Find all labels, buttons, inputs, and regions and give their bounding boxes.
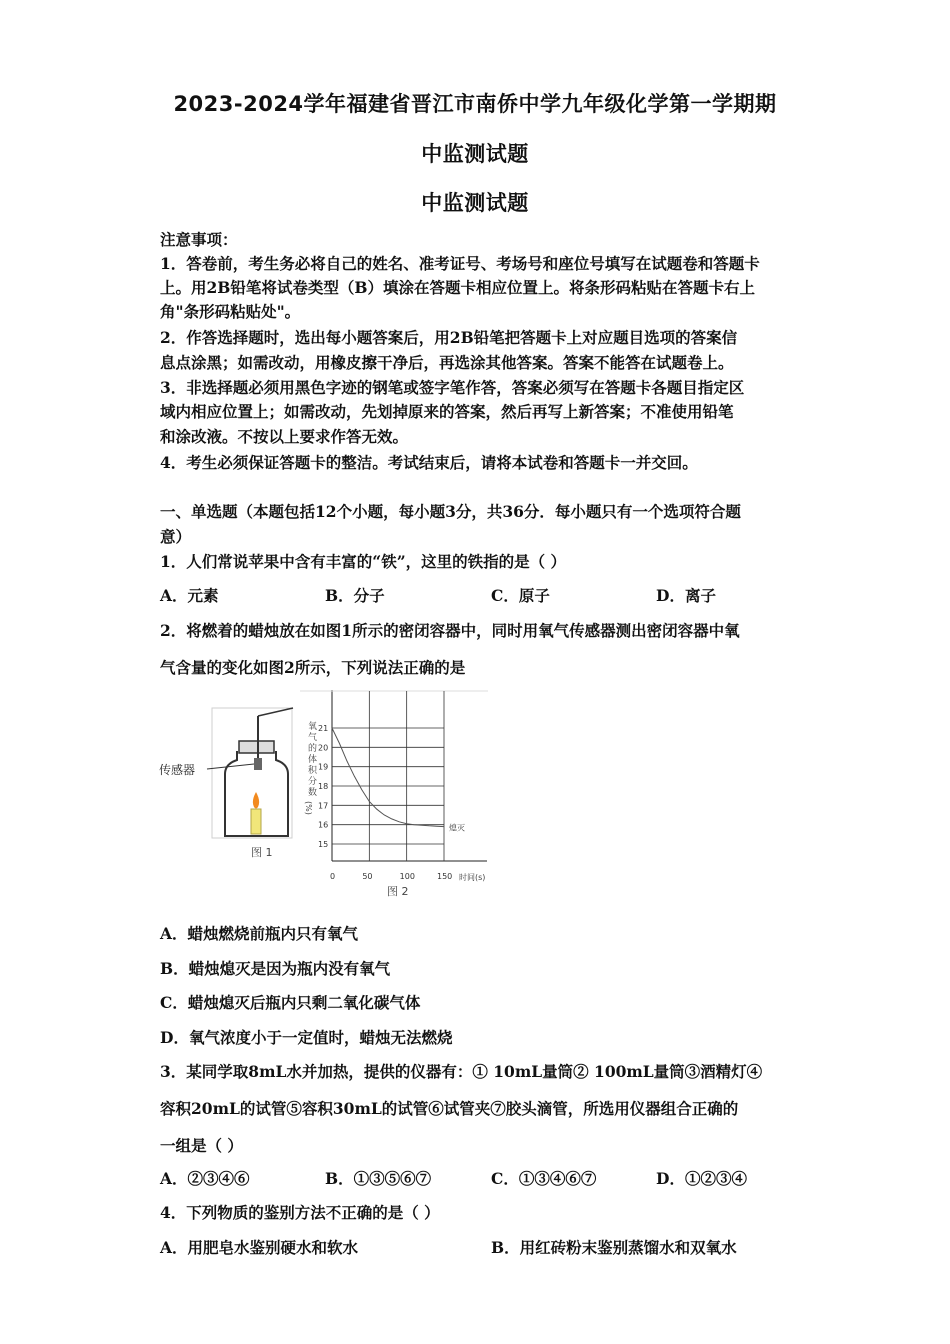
question-3-stem-cont: 容积20mL的试管⑤容积30mL的试管⑥试管夹⑦胶头滴管，所选用仪器组合正确的 [160, 1099, 739, 1118]
q1-option-b: B．分子 [325, 586, 385, 605]
y-tick-label: 21 [318, 724, 329, 733]
extinguished-annotation: 熄灭 [449, 823, 465, 833]
figure-group [155, 688, 495, 903]
y-tick-label: 19 [318, 762, 329, 772]
y-tick-label: 15 [318, 840, 329, 849]
y-axis-label-char: 气 [308, 733, 318, 743]
sensor-probe [254, 758, 262, 770]
x-tick-label: 0 [330, 872, 336, 881]
notice-line: 2．作答选择题时，选出每小题答案后，用2B铅笔把答题卡上对应题目选项的答案信 [160, 328, 738, 347]
sensor-label: 传感器 [159, 763, 196, 777]
notice-line: 角"条形码粘贴处"。 [160, 302, 301, 321]
notice-line: 和涂改液。不按以上要求作答无效。 [160, 427, 409, 446]
q3-option-c: C．①③④⑥⑦ [491, 1169, 597, 1188]
q3-option-d: D．①②③④ [656, 1169, 747, 1188]
y-tick-label: 16 [318, 820, 329, 830]
notice-line: 上。用2B铅笔将试卷类型（B）填涂在答题卡相应位置上。将条形码粘贴在答题卡右上 [160, 278, 755, 297]
y-axis-label-char: 氧 [308, 722, 318, 732]
exam-title-line-2: 中监测试题 [421, 142, 529, 166]
question-2-stem-cont: 气含量的变化如图2所示，下列说法正确的是 [160, 658, 466, 677]
question-1-stem: 1．人们常说苹果中含有丰富的“铁”，这里的铁指的是（ ） [160, 552, 567, 571]
y-tick-label: 18 [318, 782, 329, 791]
q1-option-d: D．离子 [656, 586, 716, 605]
x-tick-label: 50 [362, 872, 373, 881]
section-heading: 一、单选题（本题包括12个小题，每小题3分，共36分．每小题只有一个选项符合题 [160, 502, 741, 521]
jar-stopper [239, 741, 274, 753]
q2-option-d: D．氧气浓度小于一定值时，蜡烛无法燃烧 [160, 1028, 453, 1047]
question-3-stem: 3．某同学取8mL水并加热，提供的仪器有：① 10mL量筒② 100mL量筒③酒精灯④ [160, 1062, 763, 1081]
q1-option-c: C．原子 [491, 586, 550, 605]
y-axis-label-char: 体 [308, 755, 318, 765]
figure-2-chart [300, 690, 488, 898]
question-4-stem: 4．下列物质的鉴别方法不正确的是（ ） [160, 1203, 440, 1222]
q4-option-a: A．用肥皂水鉴别硬水和软水 [160, 1238, 359, 1257]
y-axis-label-char: 的 [308, 744, 318, 754]
figure-1-caption: 图 1 [251, 846, 273, 859]
q2-option-a: A．蜡烛燃烧前瓶内只有氧气 [160, 924, 359, 943]
notice-line: 4．考生必须保证答题卡的整洁。考试结束后，请将本试卷和答题卡一并交回。 [160, 453, 698, 472]
sensor-pointer-line [207, 764, 254, 769]
x-tick-label: 150 [437, 872, 453, 881]
q1-option-a: A．元素 [160, 586, 219, 605]
section-heading-cont: 意） [160, 527, 192, 546]
candle [251, 809, 261, 834]
y-axis-label-char: 积 [308, 766, 318, 776]
y-axis-unit: (%) [304, 801, 313, 815]
exam-title-line-1: 2023-2024学年福建省晋江市南侨中学九年级化学第一学期期 [173, 92, 777, 116]
question-2-stem: 2．将燃着的蜡烛放在如图1所示的密闭容器中，同时用氧气传感器测出密闭容器中氧 [160, 621, 740, 640]
q2-option-b: B．蜡烛熄灭是因为瓶内没有氧气 [160, 959, 391, 978]
notice-line: 3．非选择题必须用黑色字迹的钢笔或签字笔作答，答案必须写在答题卡各题目指定区 [160, 378, 745, 397]
figure-1 [159, 708, 293, 859]
q3-option-a: A．②③④⑥ [160, 1169, 250, 1188]
q2-option-c: C．蜡烛熄灭后瓶内只剩二氧化碳气体 [160, 993, 421, 1012]
sensor-wire [258, 708, 293, 716]
notice-line: 息点涂黑；如需改动，用橡皮擦干净后，再选涂其他答案。答案不能答在试题卷上。 [160, 353, 734, 372]
y-axis-label-char: 分 [308, 777, 318, 787]
x-axis-label: 时间(s) [459, 873, 486, 882]
notice-line: 1．答卷前，考生务必将自己的姓名、准考证号、考场号和座位号填写在试题卷和答题卡 [160, 254, 760, 273]
y-tick-label: 20 [318, 743, 329, 753]
question-3-stem-end: 一组是（ ） [160, 1136, 243, 1155]
q3-option-b: B．①③⑤⑥⑦ [325, 1169, 432, 1188]
y-axis-label-char: 数 [308, 788, 318, 798]
x-tick-label: 100 [399, 872, 415, 881]
figure-2-caption: 图 2 [387, 885, 409, 898]
y-tick-label: 17 [318, 801, 329, 811]
notice-line: 域内相应位置上；如需改动，先划掉原来的答案，然后再写上新答案；不准使用铅笔 [160, 402, 734, 421]
q4-option-b: B．用红砖粉末鉴别蒸馏水和双氧水 [491, 1238, 737, 1257]
exam-title-line-3: 中监测试题 [421, 191, 529, 215]
oxygen-series-line [332, 728, 444, 827]
notice-heading: 注意事项： [160, 230, 238, 249]
candle-flame [253, 792, 259, 809]
